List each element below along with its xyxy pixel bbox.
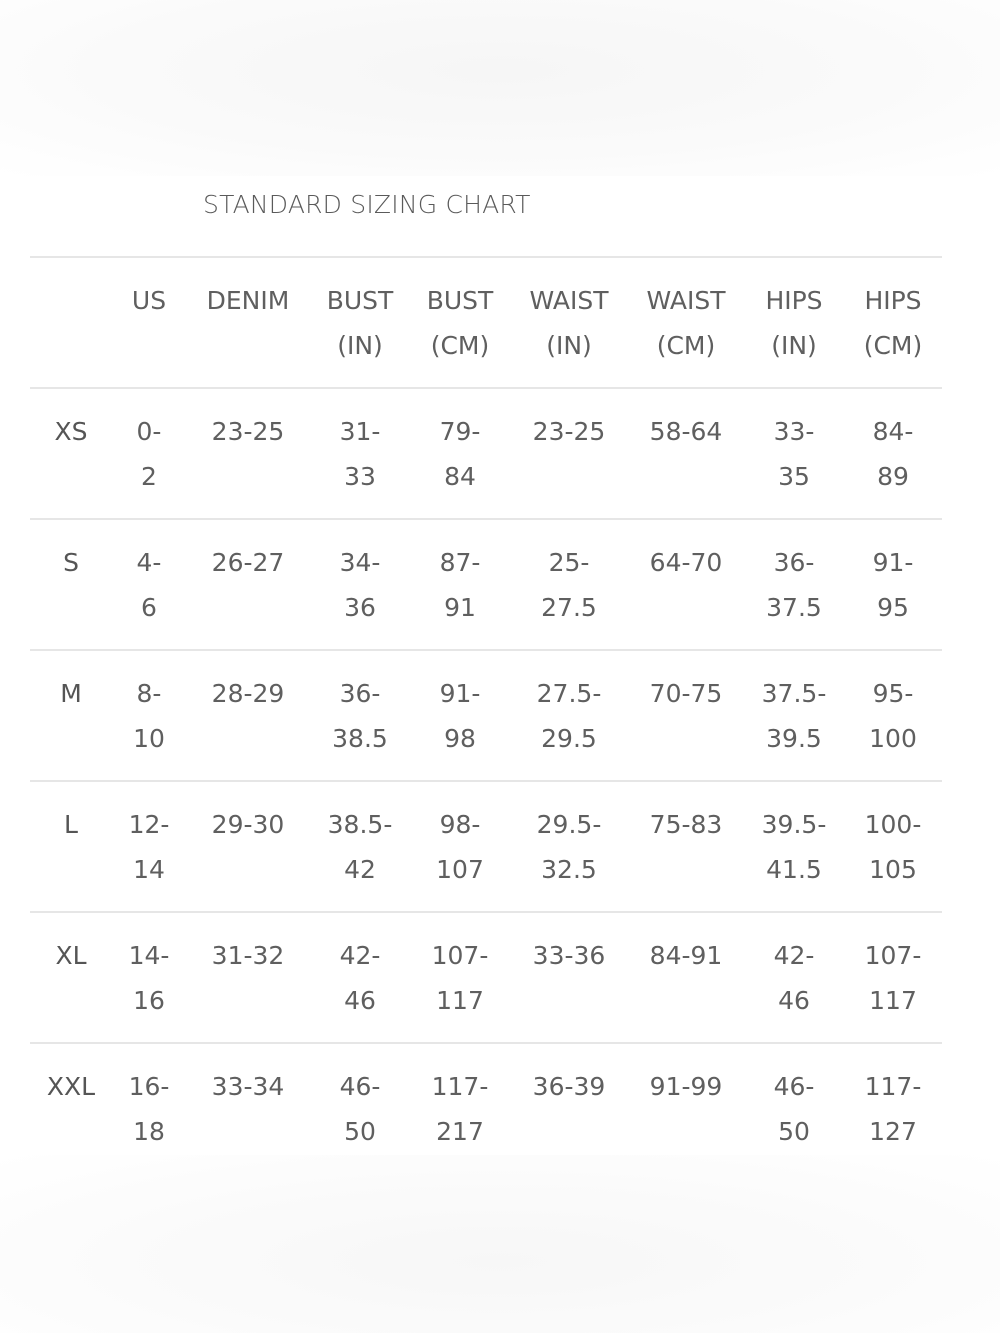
cell-hips-cm: 107- 117 [864,941,922,1015]
header-bust-cm: BUST (CM) [426,286,494,360]
cell-bust-in: 31- 33 [339,417,381,491]
cell-waist-cm: 70-75 [649,679,723,708]
table-row [30,388,942,519]
cell-bust-in: 34- 36 [339,548,381,622]
cell-hips-cm: 100- 105 [864,810,922,884]
chart-title: STANDARD SIZING CHART [203,190,531,219]
cell-bust-cm: 87- 91 [439,548,481,622]
cell-us: 12- 14 [128,810,170,884]
cell-hips-in: 37.5- 39.5 [761,679,827,753]
cell-waist-in: 25- 27.5 [541,548,597,622]
cell-waist-in: 33-36 [532,941,606,970]
cell-us: 0- 2 [136,417,162,491]
cell-denim: 31-32 [211,941,285,970]
header-us: US [131,286,167,315]
header-bust-in: BUST (IN) [326,286,394,360]
cell-waist-in: 23-25 [532,417,606,446]
cell-waist-in: 36-39 [532,1072,606,1101]
cell-us: 4- 6 [136,548,162,622]
cell-us: 14- 16 [128,941,170,1015]
table-row [30,519,942,650]
cell-hips-in: 36- 37.5 [766,548,822,622]
cell-hips-in: 46- 50 [773,1072,815,1146]
header-hips-cm: HIPS (CM) [863,286,923,360]
cell-bust-in: 46- 50 [339,1072,381,1146]
cell-bust-in: 38.5- 42 [327,810,393,884]
cell-bust-in: 36- 38.5 [332,679,388,753]
cell-us: 16- 18 [128,1072,170,1146]
cell-waist-cm: 64-70 [649,548,723,577]
header-waist-cm: WAIST (CM) [646,286,726,360]
cell-waist-in: 27.5- 29.5 [536,679,602,753]
size-label: XXL [46,1072,96,1101]
cell-hips-cm: 91- 95 [872,548,914,622]
cell-hips-cm: 117- 127 [864,1072,922,1146]
cell-hips-in: 33- 35 [773,417,815,491]
cell-bust-cm: 98- 107 [436,810,484,884]
size-label: L [64,810,78,839]
cell-denim: 29-30 [211,810,285,839]
cell-waist-cm: 84-91 [649,941,723,970]
table-body [30,388,942,1173]
cell-denim: 28-29 [211,679,285,708]
cell-bust-in: 42- 46 [339,941,381,1015]
header-hips-in: HIPS (IN) [765,286,823,360]
table-row [30,912,942,1043]
bottom-background-fade [0,1155,1000,1333]
cell-us: 8- 10 [133,679,165,753]
header-waist-in: WAIST (IN) [529,286,609,360]
cell-bust-cm: 79- 84 [439,417,481,491]
cell-waist-cm: 91-99 [649,1072,723,1101]
size-label: M [60,679,82,708]
cell-bust-cm: 91- 98 [439,679,481,753]
cell-denim: 26-27 [211,548,285,577]
header-size [30,257,112,388]
cell-bust-cm: 107- 117 [431,941,489,1015]
cell-denim: 23-25 [211,417,285,446]
cell-waist-in: 29.5- 32.5 [536,810,602,884]
cell-denim: 33-34 [211,1072,285,1101]
cell-waist-cm: 58-64 [649,417,723,446]
table-row [30,650,942,781]
size-label: XS [54,417,88,446]
cell-hips-in: 39.5- 41.5 [761,810,827,884]
size-label: S [63,548,79,577]
header-denim: DENIM [206,286,290,315]
sizing-table [30,256,942,1173]
cell-waist-cm: 75-83 [649,810,723,839]
size-label: XL [55,941,87,970]
table-row [30,1043,942,1173]
header-row [30,257,942,388]
cell-bust-cm: 117- 217 [431,1072,489,1146]
cell-hips-cm: 84- 89 [872,417,914,491]
cell-hips-cm: 95- 100 [869,679,917,753]
cell-hips-in: 42- 46 [773,941,815,1015]
top-background-fade [0,0,1000,176]
table-row [30,781,942,912]
